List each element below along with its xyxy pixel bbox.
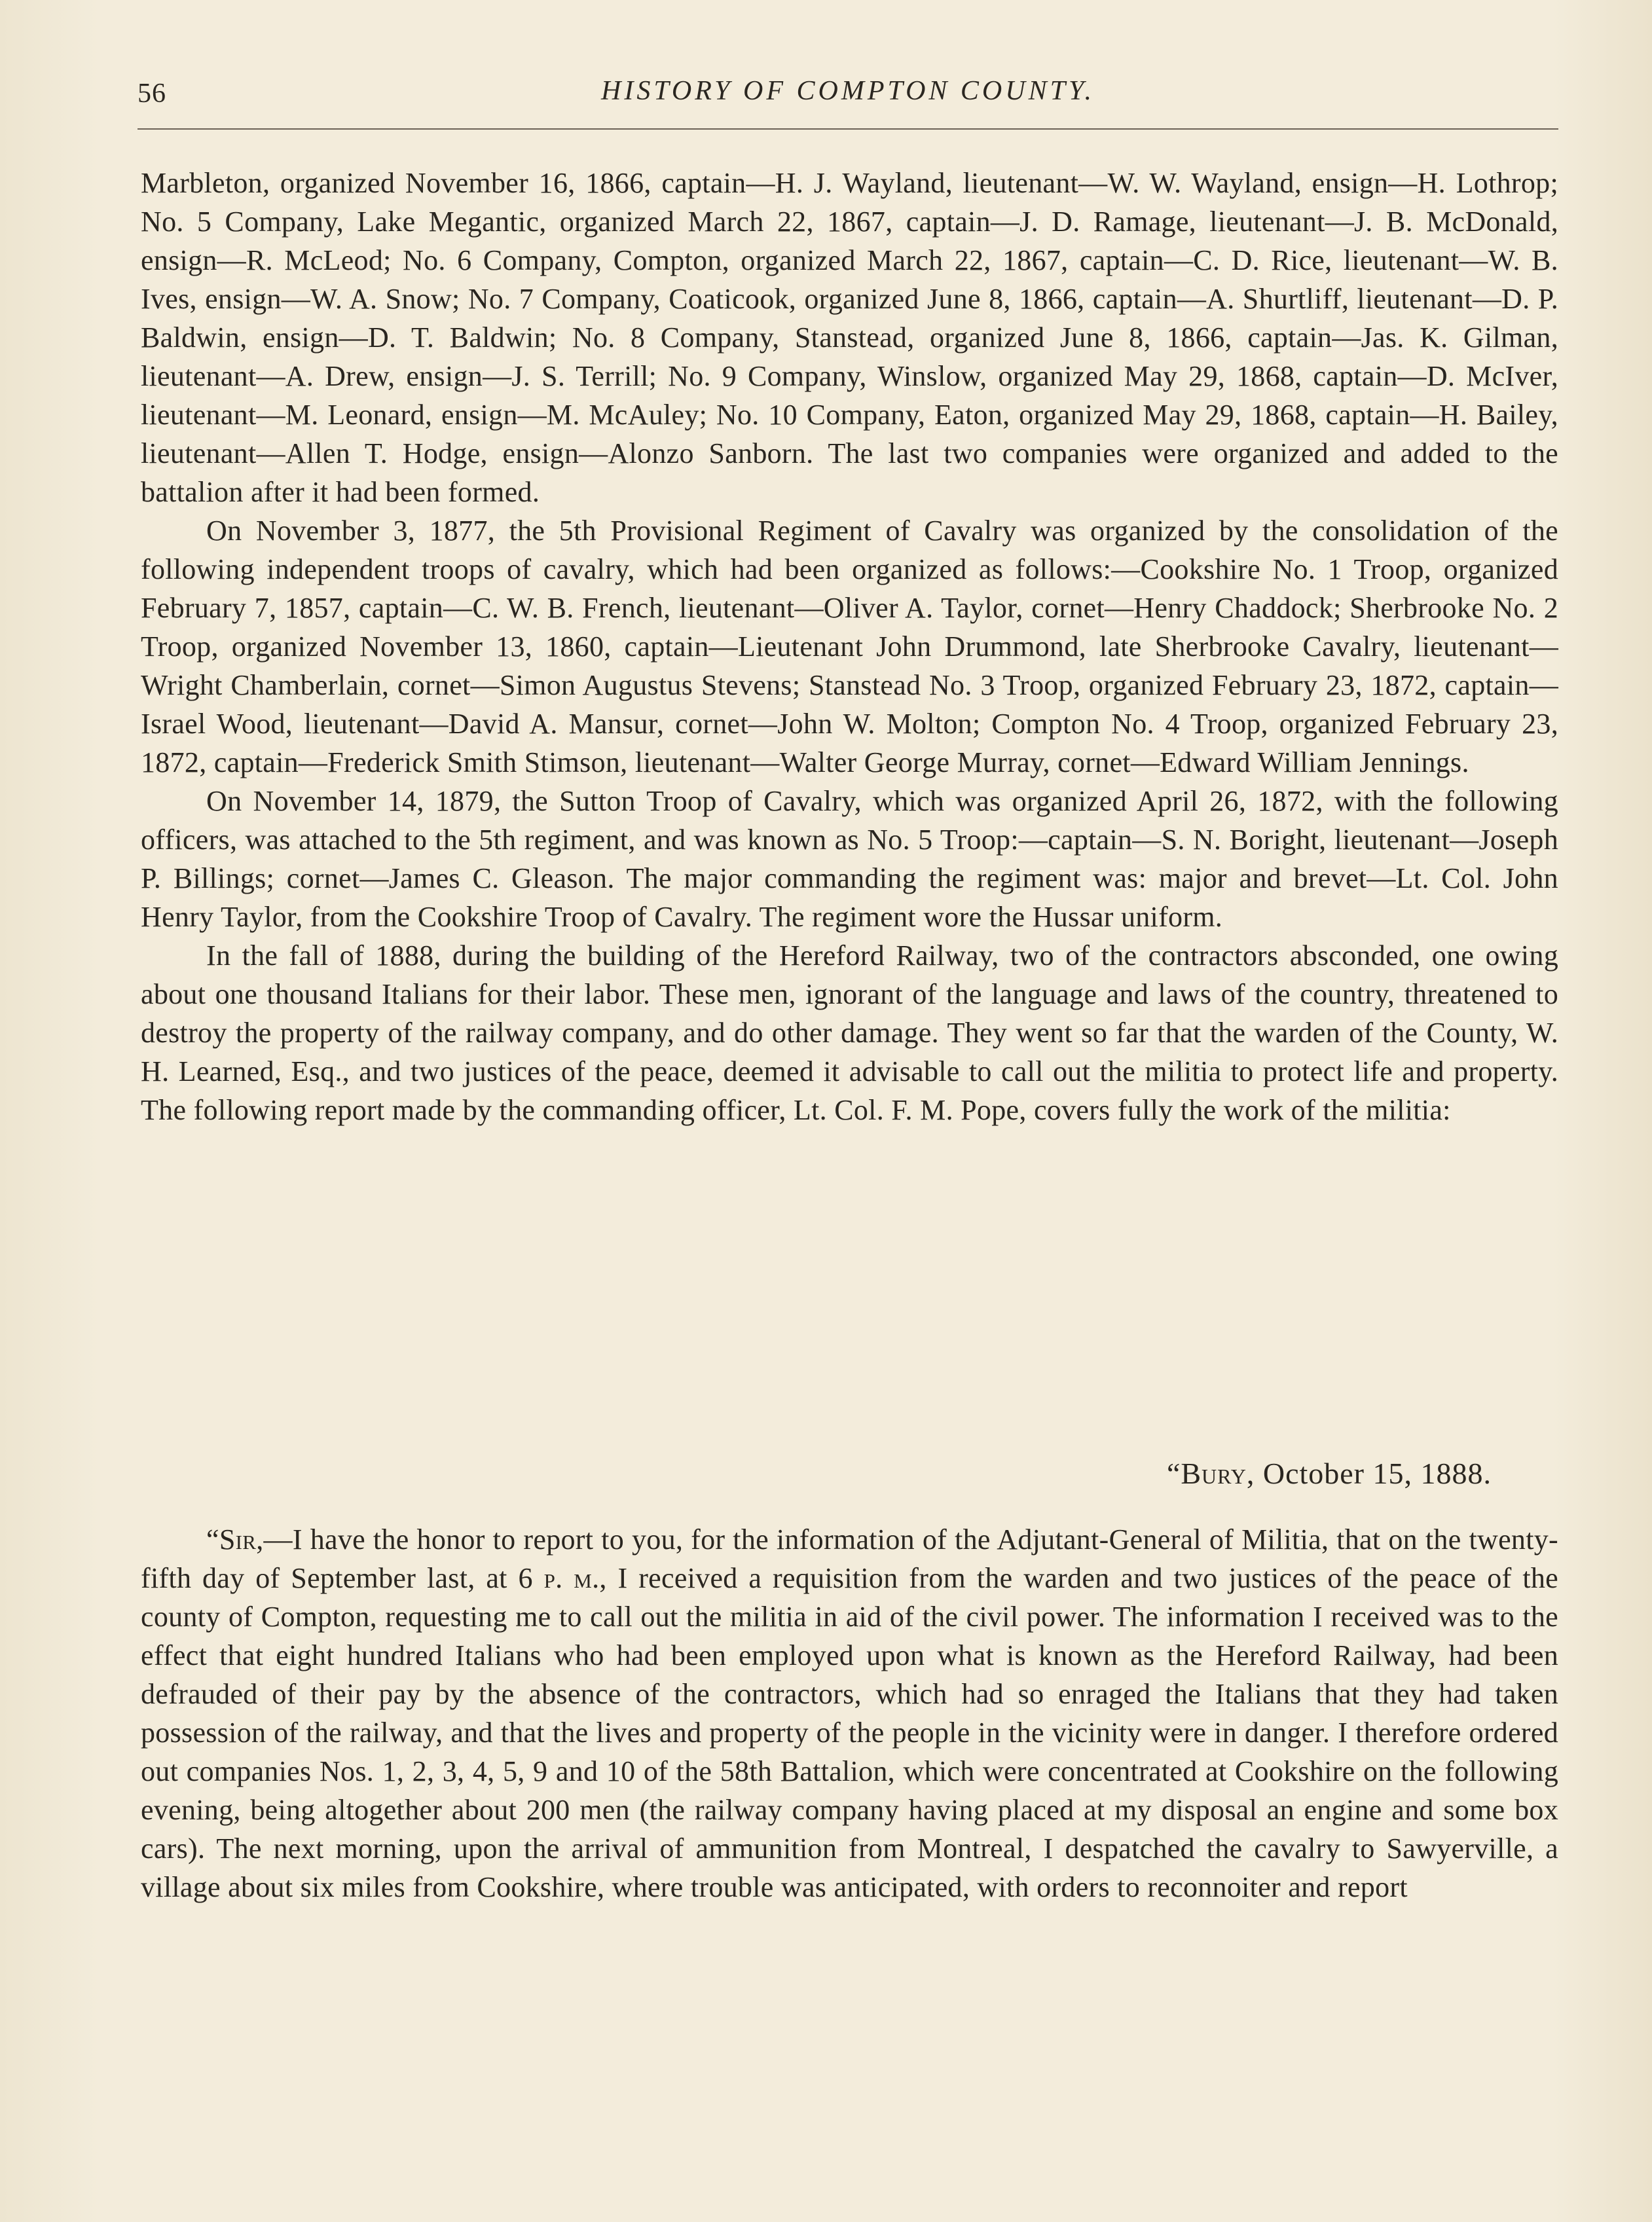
- letter-body-part2: , I received a requisition from the warden and two justices of the peace of the county of Compton, requesting me to call out the militia in aid of the civil power. The information I received was to the effect that eight hundred Italians who had been employed upon what is known as the Hereford Railway, had been defrauded of their pay by the absence of the contractors, which had so enraged the Italians that they had taken possession of the railway, and that the lives and property of the people in the vicinity were in danger. I therefore ordered out companies Nos. 1, 2, 3, 4, 5, 9 and 10 of the 58th Battalion, which were concentrated at Cookshire on the following evening, being altogether about 200 men (the railway company having placed at my disposal an engine and some box cars). The next morning, upon the arrival of ammunition from Montreal, I despatched the cavalry to Sawyerville, a village about six miles from Cookshire, where trouble was anticipated, with orders to reconnoiter and report: [141, 1562, 1558, 1903]
- letter-body: [141, 1520, 1558, 1906]
- letter-time-abbrev: p. m.: [543, 1562, 600, 1594]
- main-text: [141, 164, 1558, 1129]
- paragraph-companies-continued: Marbleton, organized November 16, 1866, captain—H. J. Wayland, lieutenant—W. W. Wayland, ensign—H. Lothrop; No. 5 Company, Lake Megantic, organized March 22, 1867, captain—J. D. Ramage, lieutenant—J. B. McDonald, ensign—R. McLeod; No. 6 Company, Compton, organized March 22, 1867, captain—C. D. Rice, lieutenant—W. B. Ives, ensign—W. A. Snow; No. 7 Company, Coaticook, organized June 8, 1866, captain—A. Shurtliff, lieutenant—D. P. Baldwin, ensign—D. T. Baldwin; No. 8 Company, Stanstead, organized June 8, 1866, captain—Jas. K. Gilman, lieutenant—A. Drew, ensign—J. S. Terrill; No. 9 Company, Winslow, organized May 29, 1868, captain—D. McIver, lieutenant—M. Leonard, ensign—M. McAuley; No. 10 Company, Eaton, organized May 29, 1868, captain—H. Bailey, lieutenant—Allen T. Hodge, ensign—Alonzo Sanborn. The last two companies were organized and added to the battalion after it had been formed.: [141, 167, 1558, 508]
- dateline-open-quote: “: [1166, 1457, 1181, 1490]
- page-number: 56: [138, 79, 166, 109]
- dateline-place: Bury: [1181, 1457, 1247, 1490]
- running-head: HISTORY OF COMPTON COUNTY.: [601, 76, 1095, 106]
- salutation-word: Sir: [219, 1523, 257, 1556]
- salutation-open-quote: “: [206, 1523, 219, 1556]
- page-header: [138, 75, 1558, 121]
- dateline-date: , October 15, 1888.: [1246, 1457, 1492, 1490]
- letter-dateline: [1167, 1456, 1492, 1491]
- letter-body-part1: ,—I have the honor to report to you, for the information of the Adjutant-General of Militia, that on the twenty-fifth day of September last, at 6: [141, 1523, 1558, 1594]
- header-rule: [138, 128, 1558, 130]
- paragraph-hereford-railway: In the fall of 1888, during the building of the Hereford Railway, two of the contractors absconded, one owing about one thousand Italians for their labor. These men, ignorant of the language and laws of the country, threatened to destroy the property of the railway company, and do other damage. They went so far that the warden of the County, W. H. Learned, Esq., and two justices of the peace, deemed it advisable to call out the militia to protect life and property. The following report made by the commanding officer, Lt. Col. F. M. Pope, covers fully the work of the militia:: [141, 939, 1558, 1126]
- paragraph-cavalry-regiment: On November 3, 1877, the 5th Provisional Regiment of Cavalry was organized by the consolidation of the following independent troops of cavalry, which had been organized as follows:—Cookshire No. 1 Troop, organized February 7, 1857, captain—C. W. B. French, lieutenant—Oliver A. Taylor, cornet—Henry Chaddock; Sherbrooke No. 2 Troop, organized November 13, 1860, captain—Lieutenant John Drummond, late Sherbrooke Cavalry, lieutenant—Wright Chamberlain, cornet—Simon Augustus Stevens; Stanstead No. 3 Troop, organized February 23, 1872, captain—Israel Wood, lieutenant—David A. Mansur, cornet—John W. Molton; Compton No. 4 Troop, organized February 23, 1872, captain—Frederick Smith Stimson, lieutenant—Walter George Murray, cornet—Edward William Jennings.: [141, 515, 1558, 778]
- letter-text: [141, 1520, 1558, 1906]
- paragraph-sutton-troop: On November 14, 1879, the Sutton Troop of Cavalry, which was organized April 26, 1872, with the following officers, was attached to the 5th regiment, and was known as No. 5 Troop:—captain—S. N. Boright, lieutenant—Joseph P. Billings; cornet—James C. Gleason. The major commanding the regiment was: major and brevet—Lt. Col. John Henry Taylor, from the Cookshire Troop of Cavalry. The regiment wore the Hussar uniform.: [141, 785, 1558, 933]
